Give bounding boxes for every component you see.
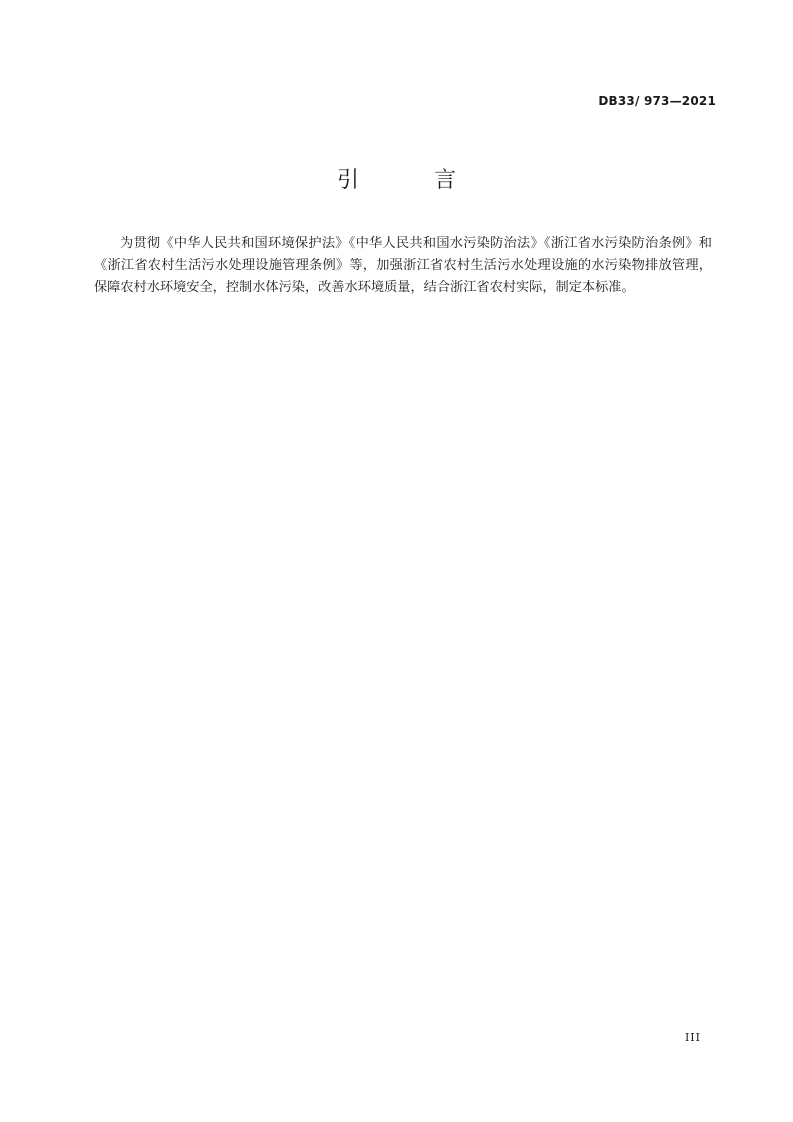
page-number: III (684, 1031, 701, 1044)
intro-paragraph: 为贯彻《中华人民共和国环境保护法》《中华人民共和国水污染防治法》《浙江省水污染防治条例》和《浙江省农村生活污水处理设施管理条例》等，加强浙江省农村生活污水处理设施的水污染物排放管理，保障农村水环境安全，控制水体污染，改善水环境质量，结合浙江省农村实际，制定本标准。 (94, 236, 712, 295)
page-title: 引 言 (337, 168, 490, 193)
document-code: DB33/ 973—2021 (598, 94, 716, 108)
